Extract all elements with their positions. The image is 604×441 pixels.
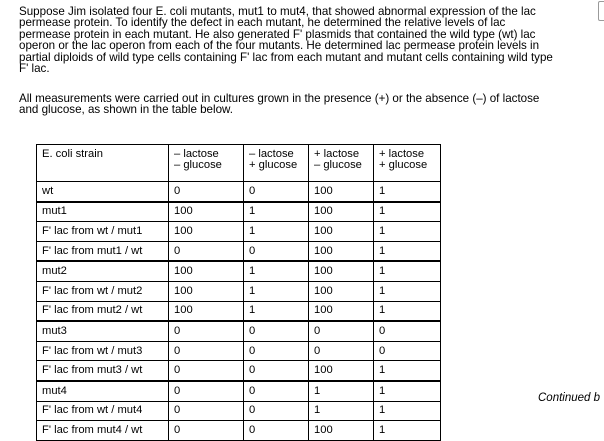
- value-cell: 0: [244, 401, 309, 421]
- value-cell: 0: [244, 241, 309, 261]
- intro-line: operon or the lac operon from each of the four mutants. He determined lac permease protein levels in: [19, 39, 540, 53]
- value-cell: 1: [244, 202, 309, 222]
- value-cell: 100: [169, 281, 244, 301]
- strain-cell: F' lac from wt / mut3: [37, 341, 169, 361]
- value-cell: 0: [169, 421, 244, 441]
- value-cell: 1: [309, 381, 374, 401]
- value-cell: 100: [309, 361, 374, 381]
- value-cell: 1: [374, 182, 441, 202]
- conditions-line: and glucose, as shown in the table below.: [19, 103, 233, 117]
- table-row: [37, 421, 441, 441]
- strain-cell: wt: [37, 182, 169, 202]
- header-lac-no-glu: + lactose – glucose: [309, 145, 374, 182]
- value-cell: 100: [169, 301, 244, 321]
- value-cell: 0: [169, 182, 244, 202]
- value-cell: 0: [244, 182, 309, 202]
- table-row: [37, 202, 441, 222]
- value-cell: 0: [374, 341, 441, 361]
- value-cell: 0: [374, 321, 441, 341]
- value-cell: 1: [374, 281, 441, 301]
- value-cell: 1: [374, 421, 441, 441]
- value-cell: 100: [309, 261, 374, 281]
- value-cell: 1: [374, 361, 441, 381]
- value-cell: 100: [309, 202, 374, 222]
- strain-cell: F' lac from wt / mut2: [37, 281, 169, 301]
- value-cell: 1: [374, 202, 441, 222]
- value-cell: 1: [374, 381, 441, 401]
- value-cell: 100: [169, 222, 244, 242]
- conditions-paragraph: [19, 93, 599, 116]
- header-no-lac-glu: – lactose + glucose: [244, 145, 309, 182]
- strain-cell: F' lac from mut4 / wt: [37, 421, 169, 441]
- table-header-row: [37, 145, 441, 182]
- value-cell: 0: [309, 321, 374, 341]
- intro-line: permease protein in each mutant. He also generated F' plasmids that contained the wild type (wt) lac: [19, 27, 536, 41]
- intro-line: F' lac.: [19, 62, 50, 76]
- header-no-lac-no-glu: – lactose – glucose: [169, 145, 244, 182]
- value-cell: 100: [309, 301, 374, 321]
- value-cell: 1: [244, 281, 309, 301]
- table-row: [37, 381, 441, 401]
- strain-cell: mut1: [37, 202, 169, 222]
- value-cell: 0: [244, 421, 309, 441]
- value-cell: 100: [309, 281, 374, 301]
- conditions-line: All measurements were carried out in cultures grown in the presence (+) or the absence (–) of lactose: [19, 92, 540, 105]
- value-cell: 1: [244, 261, 309, 281]
- value-cell: 0: [169, 321, 244, 341]
- table-row: [37, 401, 441, 421]
- permease-levels-table: [36, 144, 441, 441]
- table-row: [37, 182, 441, 202]
- value-cell: 100: [169, 261, 244, 281]
- value-cell: 100: [309, 182, 374, 202]
- value-cell: 1: [374, 301, 441, 321]
- intro-line: partial diploids of wild type cells containing F' lac from each mutant and mutant cells containing wild type: [19, 50, 553, 64]
- table-row: [37, 241, 441, 261]
- value-cell: 1: [374, 222, 441, 242]
- strain-cell: mut4: [37, 381, 169, 401]
- value-cell: 1: [244, 301, 309, 321]
- strain-cell: F' lac from wt / mut4: [37, 401, 169, 421]
- strain-cell: mut2: [37, 261, 169, 281]
- table-row: [37, 301, 441, 321]
- value-cell: 1: [374, 401, 441, 421]
- table-row: [37, 281, 441, 301]
- value-cell: 0: [169, 241, 244, 261]
- value-cell: 0: [244, 321, 309, 341]
- strain-cell: F' lac from mut1 / wt: [37, 241, 169, 261]
- value-cell: 1: [309, 401, 374, 421]
- value-cell: 0: [244, 361, 309, 381]
- strain-cell: mut3: [37, 321, 169, 341]
- strain-cell: F' lac from mut3 / wt: [37, 361, 169, 381]
- intro-paragraph: [19, 6, 601, 74]
- value-cell: 0: [309, 341, 374, 361]
- value-cell: 1: [374, 261, 441, 281]
- table-row: [37, 341, 441, 361]
- table-row: [37, 321, 441, 341]
- value-cell: 0: [169, 361, 244, 381]
- value-cell: 0: [169, 341, 244, 361]
- value-cell: 1: [374, 241, 441, 261]
- strain-cell: F' lac from mut2 / wt: [37, 301, 169, 321]
- value-cell: 100: [169, 202, 244, 222]
- table-row: [37, 361, 441, 381]
- header-strain: E. coli strain: [37, 145, 169, 182]
- value-cell: 0: [244, 381, 309, 401]
- intro-line: Suppose Jim isolated four E. coli mutants, mut1 to mut4, that showed abnormal expression of the lac: [19, 5, 536, 18]
- value-cell: 0: [244, 341, 309, 361]
- scrollbar-corner[interactable]: [598, 1, 604, 21]
- strain-cell: F' lac from wt / mut1: [37, 222, 169, 242]
- table-row: [37, 261, 441, 281]
- value-cell: 100: [309, 222, 374, 242]
- table-row: [37, 222, 441, 242]
- value-cell: 100: [309, 241, 374, 261]
- value-cell: 1: [244, 222, 309, 242]
- header-lac-glu: + lactose + glucose: [374, 145, 441, 182]
- intro-line: permease protein. To identify the defect in each mutant, he determined the relative levels of lac: [19, 16, 506, 30]
- continued-note: Continued b: [538, 392, 601, 404]
- value-cell: 0: [169, 381, 244, 401]
- value-cell: 100: [309, 421, 374, 441]
- value-cell: 0: [169, 401, 244, 421]
